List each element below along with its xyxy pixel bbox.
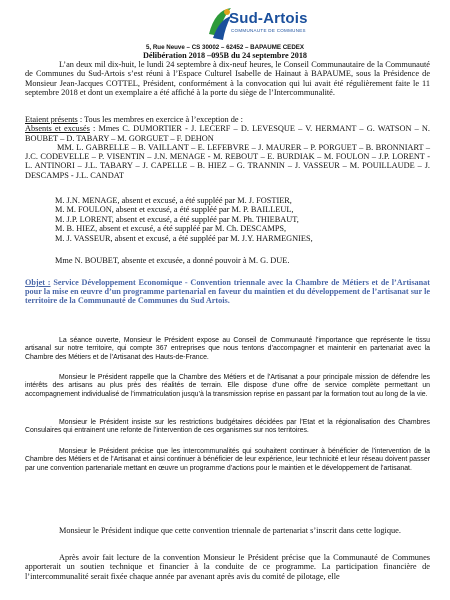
substitution-line: M. J. VASSEUR, absent et excusé, a été suppléé par M. J.Y. HARMEGNIES, bbox=[55, 233, 313, 243]
sud-artois-logo bbox=[205, 4, 325, 46]
logo-subtitle: COMMUNAUTE DE COMMUNES bbox=[231, 28, 306, 33]
deliberation-title: Délibération 2018 –095B du 24 septembre 2018 bbox=[142, 51, 308, 60]
objet-heading bbox=[25, 278, 430, 306]
absent-list-mm: MM. L. GABRELLE – B. VAILLANT – E. LEFEBVRE – J. MAURER – P. PORGUET – B. BRONNIART – J.C. CODEVELLE – P. VISENTIN – J.N. MENAGE - M. REBOUT – E. BURDIAK – M. FOULON – J.P. LORENT - L. ANTINORI – J.L. TABARY – J. CAPELLE – B. HIEZ – G. TRANNIN – J. VASSEUR – M. POUILLAUDE – J. DESCAMPS - J.L. CANDAT bbox=[25, 142, 430, 180]
substitutions-list bbox=[55, 196, 415, 243]
absent-list: : Mmes C. DUMORTIER - J. LECERF – D. LEVESQUE – V. HERMANT – G. WATSON – N. BOUBET – D. TABARY – M. GORGUET – F. DEHON bbox=[25, 124, 430, 143]
pouvoir-line: Mme N. BOUBET, absente et excusée, a donné pouvoir à M. G. DUE. bbox=[55, 256, 290, 265]
body-paragraph: La séance ouverte, Monsieur le Président expose au Conseil de Communauté l’importance que représente le tissu artisanal sur notre territoire, qui compte 367 entreprises que nous tentons d’accompagner et maintenir en partenariat avec la Chambre des Métiers et de l’Artisanat des Hauts-de-France. bbox=[25, 337, 430, 361]
presence-block bbox=[25, 115, 430, 180]
intro-paragraph: L’an deux mil dix-huit, le lundi 24 septembre à dix-neuf heures, le Conseil Communautaire de la Communauté de Communes du Sud-Artois s’est réuni à l’Espace Culturel Isabelle de Hainaut à BAPAUME, sous la Présidence de Monsieur Jean-Jacques COTTEL, Président, conformément à la convocation qui lui avait été régulièrement faite le 11 septembre 2018 et dont un exemplaire a été affiché à la porte du siège de l’Intercommunalité. bbox=[25, 60, 430, 97]
substitution-line: M. J.N. MENAGE, absent et excusé, a été suppléé par M. J. FOSTIER, bbox=[55, 196, 292, 205]
body-paragraph: Monsieur le Président rappelle que la Chambre des Métiers et de l’Artisanat a pour principale mission de défendre les intérêts des artisans au plus près des réalités de terrain. Elle dispose d’une offre de service complète permettant un accompagnement individualisé de l’immatriculation jusqu’à la transmission reprise en passant par la formation tout au long de la vie. bbox=[25, 374, 430, 398]
present-text: : Tous les membres en exercice à l’exception de : bbox=[77, 115, 243, 124]
logo-name: Sud-Artois bbox=[229, 10, 308, 27]
address-line: 5, Rue Neuve – CS 30002 – 62452 – BAPAUME CEDEX bbox=[145, 44, 305, 51]
present-label: Etaient présents bbox=[25, 115, 78, 124]
substitution-line: M. B. HIEZ, absent et excusé, a été suppléé par M. Ch. DESCAMPS, bbox=[55, 224, 287, 234]
closing-paragraph: Monsieur le Président indique que cette convention triennale de partenariat s’inscrit dans cette logique. bbox=[59, 526, 401, 535]
objet-text: Service Développement Economique - Convention triennale avec la Chambre de Métiers et de l’Artisanat pour la mise en œuvre d’un programme partenarial en faveur du maintien et du développement de l’artisanat sur le territoire de la Communauté de Communes du Sud Artois. bbox=[25, 278, 430, 306]
closing-paragraph: Après avoir fait lecture de la convention Monsieur le Président précise que la Communauté de Communes apporterait un soutien technique et financier à la conduite de ce programme. La participation financière de l’intercommunalité serait fixée chaque année par avenant après avis du comité de pilotage, elle bbox=[25, 553, 430, 581]
body-paragraph: Monsieur le Président précise que les intercommunalités qui souhaitent continuer à bénéficier de l’intervention de la Chambre des Métiers et de l’Artisanat et ainsi continuer à bénéficier de leur expérience, leur technicité et leur réseau doivent passer par une convention partenariale mettant en œuvre un programme d’actions pour le maintien et le développement de l’artisanat. bbox=[25, 448, 430, 472]
substitution-line: M. J.P. LORENT, absent et excusé, a été suppléé par M. Ph. THIEBAUT, bbox=[55, 214, 299, 224]
absent-label: Absents et excusés bbox=[25, 124, 90, 134]
body-paragraph: Monsieur le Président insiste sur les restrictions budgétaires décidées par l’Etat et la régionalisation des Chambres Consulaires qui entrainent une refonte de l’intervention de ces organismes sur nos territoires. bbox=[25, 419, 430, 435]
substitution-line: M. M. FOULON, absent et excusé, a été suppléé par M. P. BAILLEUL, bbox=[55, 205, 294, 215]
objet-label: Objet : bbox=[25, 278, 51, 287]
